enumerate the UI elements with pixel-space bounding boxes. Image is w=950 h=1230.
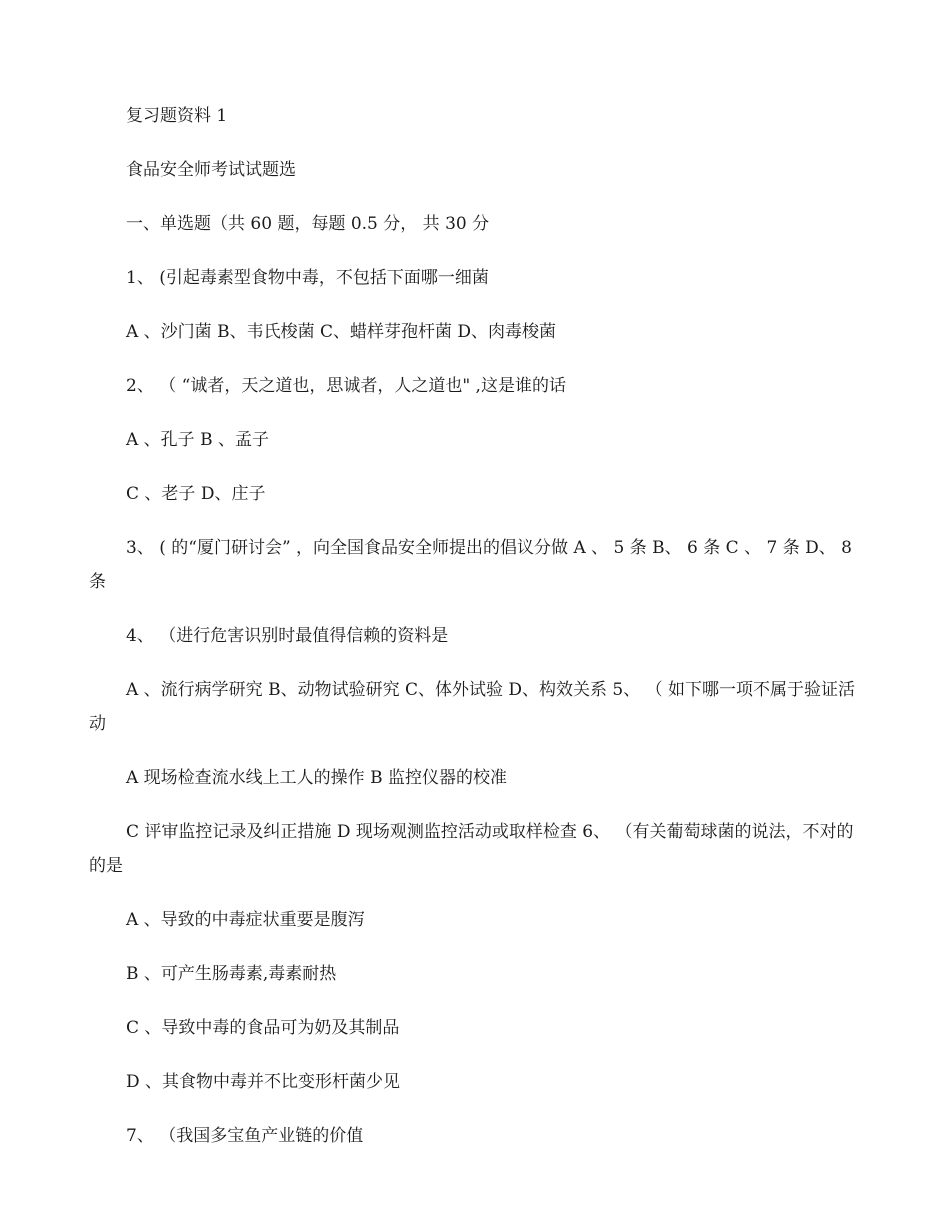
answer-options: A 现场检查流水线上工人的操作 B 监控仪器的校准 [126, 768, 507, 788]
section-heading: 一、单选题（共 60 题，每题 0.5 分， 共 30 分 [126, 214, 490, 234]
answer-options: B 、可产生肠毒素,毒素耐热 [126, 964, 337, 984]
answer-options: A 、流行病学研究 B、动物试验研究 C、体外试验 D、构效关系 5、 （ 如下哪一项不属于验证活动 [89, 680, 856, 734]
answer-options: A 、导致的中毒症状重要是腹泻 [126, 910, 365, 930]
answer-options: C 评审监控记录及纠正措施 D 现场观测监控活动或取样检查 6、 （有关葡萄球菌的说法，不对的的是 [89, 822, 854, 876]
answer-options: C 、导致中毒的食品可为奶及其制品 [126, 1018, 400, 1038]
answer-options: A 、孔子 B 、孟子 [126, 430, 269, 450]
answer-options: A 、沙门菌 B、韦氏梭菌 C、蜡样芽孢杆菌 D、肉毒梭菌 [126, 322, 557, 342]
document-body [89, 99, 861, 1173]
question-text: 4、 （进行危害识别时最值得信赖的资料是 [126, 626, 449, 646]
question-text: 7、 （我国多宝鱼产业链的价值 [126, 1126, 364, 1146]
document-subtitle: 食品安全师考试试题选 [126, 160, 296, 180]
answer-options: C 、老子 D、庄子 [126, 484, 266, 504]
question-text: 2、 （ “诚者，天之道也，思诚者，人之道也" ,这是谁的话 [126, 376, 566, 396]
question-text: 3、 ( 的“厦门研讨会” ，向全国食品安全师提出的倡议分做 A 、 5 条 B、 6 条 C 、 7 条 D、 8 条 [89, 538, 852, 592]
answer-options: D 、其食物中毒并不比变形杆菌少见 [126, 1072, 401, 1092]
question-text: 1、 (引起毒素型食物中毒，不包括下面哪一细菌 [126, 268, 489, 288]
document-heading: 复习题资料 1 [126, 106, 228, 126]
